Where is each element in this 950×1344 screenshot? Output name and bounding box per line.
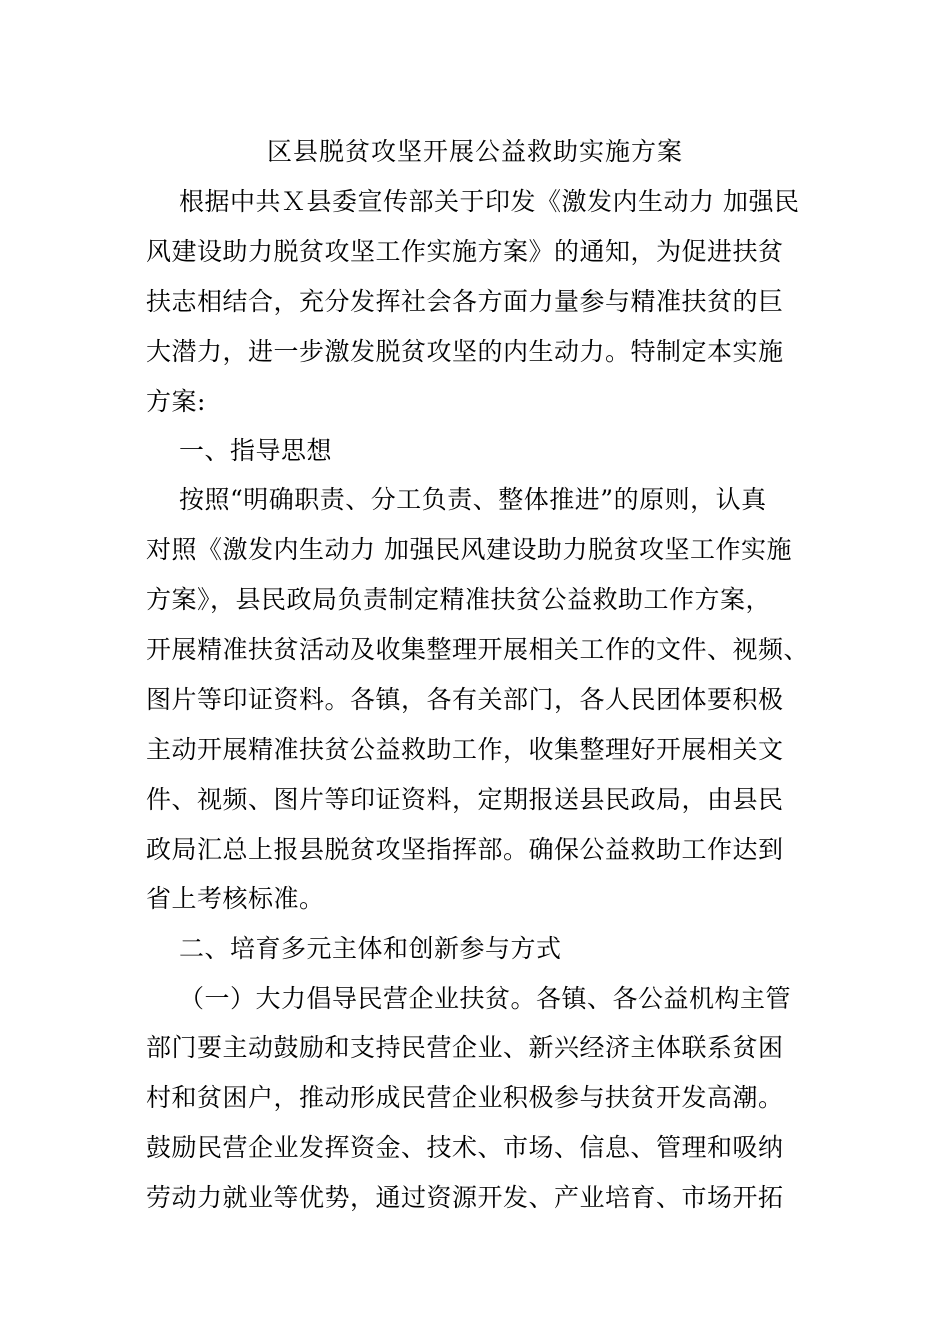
paragraph-line: 鼓励民营企业发挥资金、技术、市场、信息、管理和吸纳 (146, 1133, 784, 1162)
paragraph-line: 风建设助力脱贫攻坚工作实施方案》的通知，为促进扶贫 (146, 237, 784, 266)
paragraph-line: （一）大力倡导民营企业扶贫。各镇、各公益机构主管 (179, 984, 792, 1013)
paragraph-line: 对照《激发内生动力 加强民风建设助力脱贫攻坚工作实施 (146, 535, 792, 564)
paragraph-line: 方案》，县民政局负责制定精准扶贫公益救助工作方案， (146, 585, 772, 614)
paragraph-line: 主动开展精准扶贫公益救助工作，收集整理好开展相关文 (146, 735, 784, 764)
section-heading: 一、指导思想 (179, 436, 333, 465)
paragraph-line: 根据中共Ｘ县委宣传部关于印发《激发内生动力 加强民 (179, 187, 800, 216)
paragraph-line: 扶志相结合，充分发挥社会各方面力量参与精准扶贫的巨 (146, 287, 784, 316)
section-heading: 二、培育多元主体和创新参与方式 (179, 934, 562, 963)
paragraph-line: 劳动力就业等优势，通过资源开发、产业培育、市场开拓 (146, 1183, 784, 1212)
paragraph-line: 开展精准扶贫活动及收集整理开展相关工作的文件、视频、 (146, 635, 810, 664)
paragraph-line: 按照“明确职责、分工负责、整体推进”的原则，认真 (179, 485, 767, 514)
paragraph-line: 件、视频、图片等印证资料，定期报送县民政局，由县民 (146, 785, 784, 814)
paragraph-line: 部门要主动鼓励和支持民营企业、新兴经济主体联系贫困 (146, 1033, 784, 1062)
paragraph-line: 图片等印证资料。各镇，各有关部门，各人民团体要积极 (146, 685, 784, 714)
paragraph-line: 方案: (146, 387, 206, 416)
paragraph-line: 大潜力，进一步激发脱贫攻坚的内生动力。特制定本实施 (146, 337, 784, 366)
document-title: 区县脱贫攻坚开展公益救助实施方案 (266, 137, 683, 166)
paragraph-line: 省上考核标准。 (146, 884, 325, 913)
paragraph-line: 政局汇总上报县脱贫攻坚指挥部。确保公益救助工作达到 (146, 835, 784, 864)
paragraph-line: 村和贫困户，推动形成民营企业积极参与扶贫开发高潮。 (146, 1083, 784, 1112)
